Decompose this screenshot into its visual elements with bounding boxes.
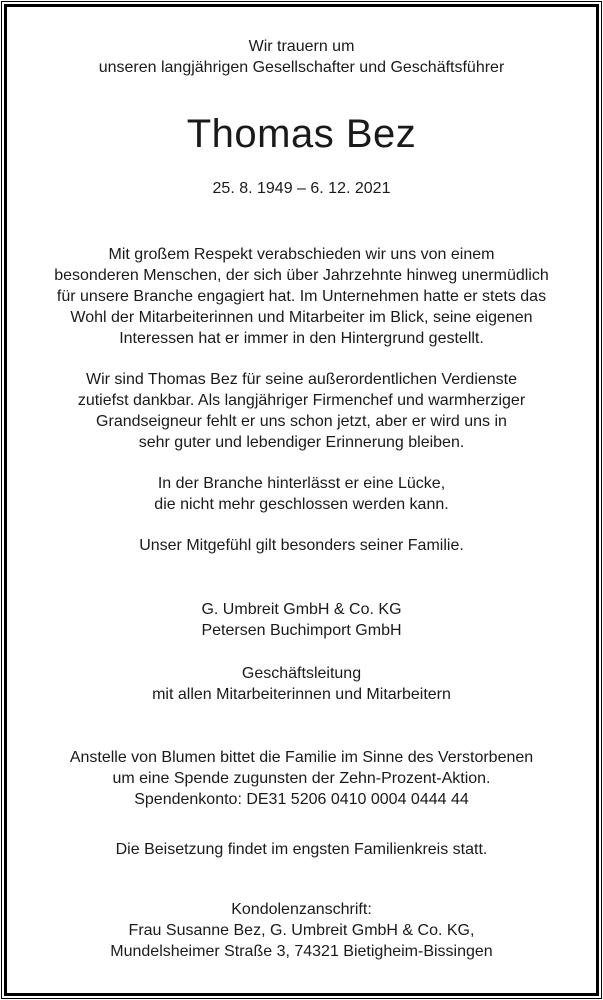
life-dates: 25. 8. 1949 – 6. 12. 2021 xyxy=(212,180,391,197)
donation-account: Spendenkonto: DE31 5206 0410 0004 0444 44 xyxy=(134,791,469,808)
management-line-1: Geschäftsleitung xyxy=(241,665,362,682)
deceased-name: Thomas Bez xyxy=(186,112,417,156)
company-1: G. Umbreit GmbH & Co. KG xyxy=(201,601,402,618)
company-2: Petersen Buchimport GmbH xyxy=(201,622,402,639)
donation-info xyxy=(7,747,596,810)
tribute-paragraph-3 xyxy=(7,473,596,515)
intro-text xyxy=(7,36,596,78)
tribute-1-line-5: Interessen hat er immer in den Hintergrund gestellt. xyxy=(119,330,484,347)
management-signature xyxy=(7,663,596,705)
tribute-4-line-1: Unser Mitgefühl gilt besonders seiner Familie. xyxy=(139,537,464,554)
tribute-1-line-4: Wohl der Mitarbeiterinnen und Mitarbeiter im Blick, seine eigenen xyxy=(70,309,533,326)
tribute-3-line-2: die nicht mehr geschlossen werden kann. xyxy=(154,496,449,513)
tribute-1-line-2: besonderen Menschen, der sich über Jahrzehnte hinweg unermüdlich xyxy=(54,267,549,284)
funeral-info xyxy=(7,839,596,860)
tribute-2-line-1: Wir sind Thomas Bez für seine außerordentlichen Verdienste xyxy=(85,371,518,388)
tribute-2-line-4: sehr guter und lebendiger Erinnerung bleiben. xyxy=(138,434,465,451)
tribute-1-line-1: Mit großem Respekt verabschieden wir uns von einem xyxy=(108,246,495,263)
tribute-paragraph-1 xyxy=(7,244,596,349)
tribute-paragraph-4 xyxy=(7,535,596,556)
tribute-3-line-1: In der Branche hinterlässt er eine Lücke, xyxy=(157,475,446,492)
condolence-line-3: Mundelsheimer Straße 3, 74321 Bietigheim-Bissingen xyxy=(110,943,493,960)
management-line-2: mit allen Mitarbeiterinnen und Mitarbeitern xyxy=(152,686,451,703)
condolence-heading: Kondolenzanschrift: xyxy=(231,901,372,918)
tribute-paragraph-2 xyxy=(7,369,596,453)
intro-line-1: Wir trauern um xyxy=(248,38,355,55)
condolence-line-2: Frau Susanne Bez, G. Umbreit GmbH & Co. KG, xyxy=(128,922,475,939)
funeral-line-1: Die Beisetzung findet im engsten Familienkreis statt. xyxy=(115,841,488,858)
tribute-2-line-3: Grandseigneur fehlt er uns schon jetzt, aber er wird uns in xyxy=(96,413,507,430)
tribute-1-line-3: für unsere Branche engagiert hat. Im Unternehmen hatte er stets das xyxy=(56,288,547,305)
donation-line-1: Anstelle von Blumen bittet die Familie im Sinne des Verstorbenen xyxy=(69,749,534,766)
intro-line-2: unseren langjährigen Gesellschafter und Geschäftsführer xyxy=(98,59,505,76)
notice-content xyxy=(7,7,596,993)
condolence-address xyxy=(7,899,596,962)
donation-line-2: um eine Spende zugunsten der Zehn-Prozent-Aktion. xyxy=(112,770,491,787)
tribute-2-line-2: zutiefst dankbar. Als langjähriger Firmenchef und warmherziger xyxy=(77,392,526,409)
company-signatures xyxy=(7,599,596,641)
